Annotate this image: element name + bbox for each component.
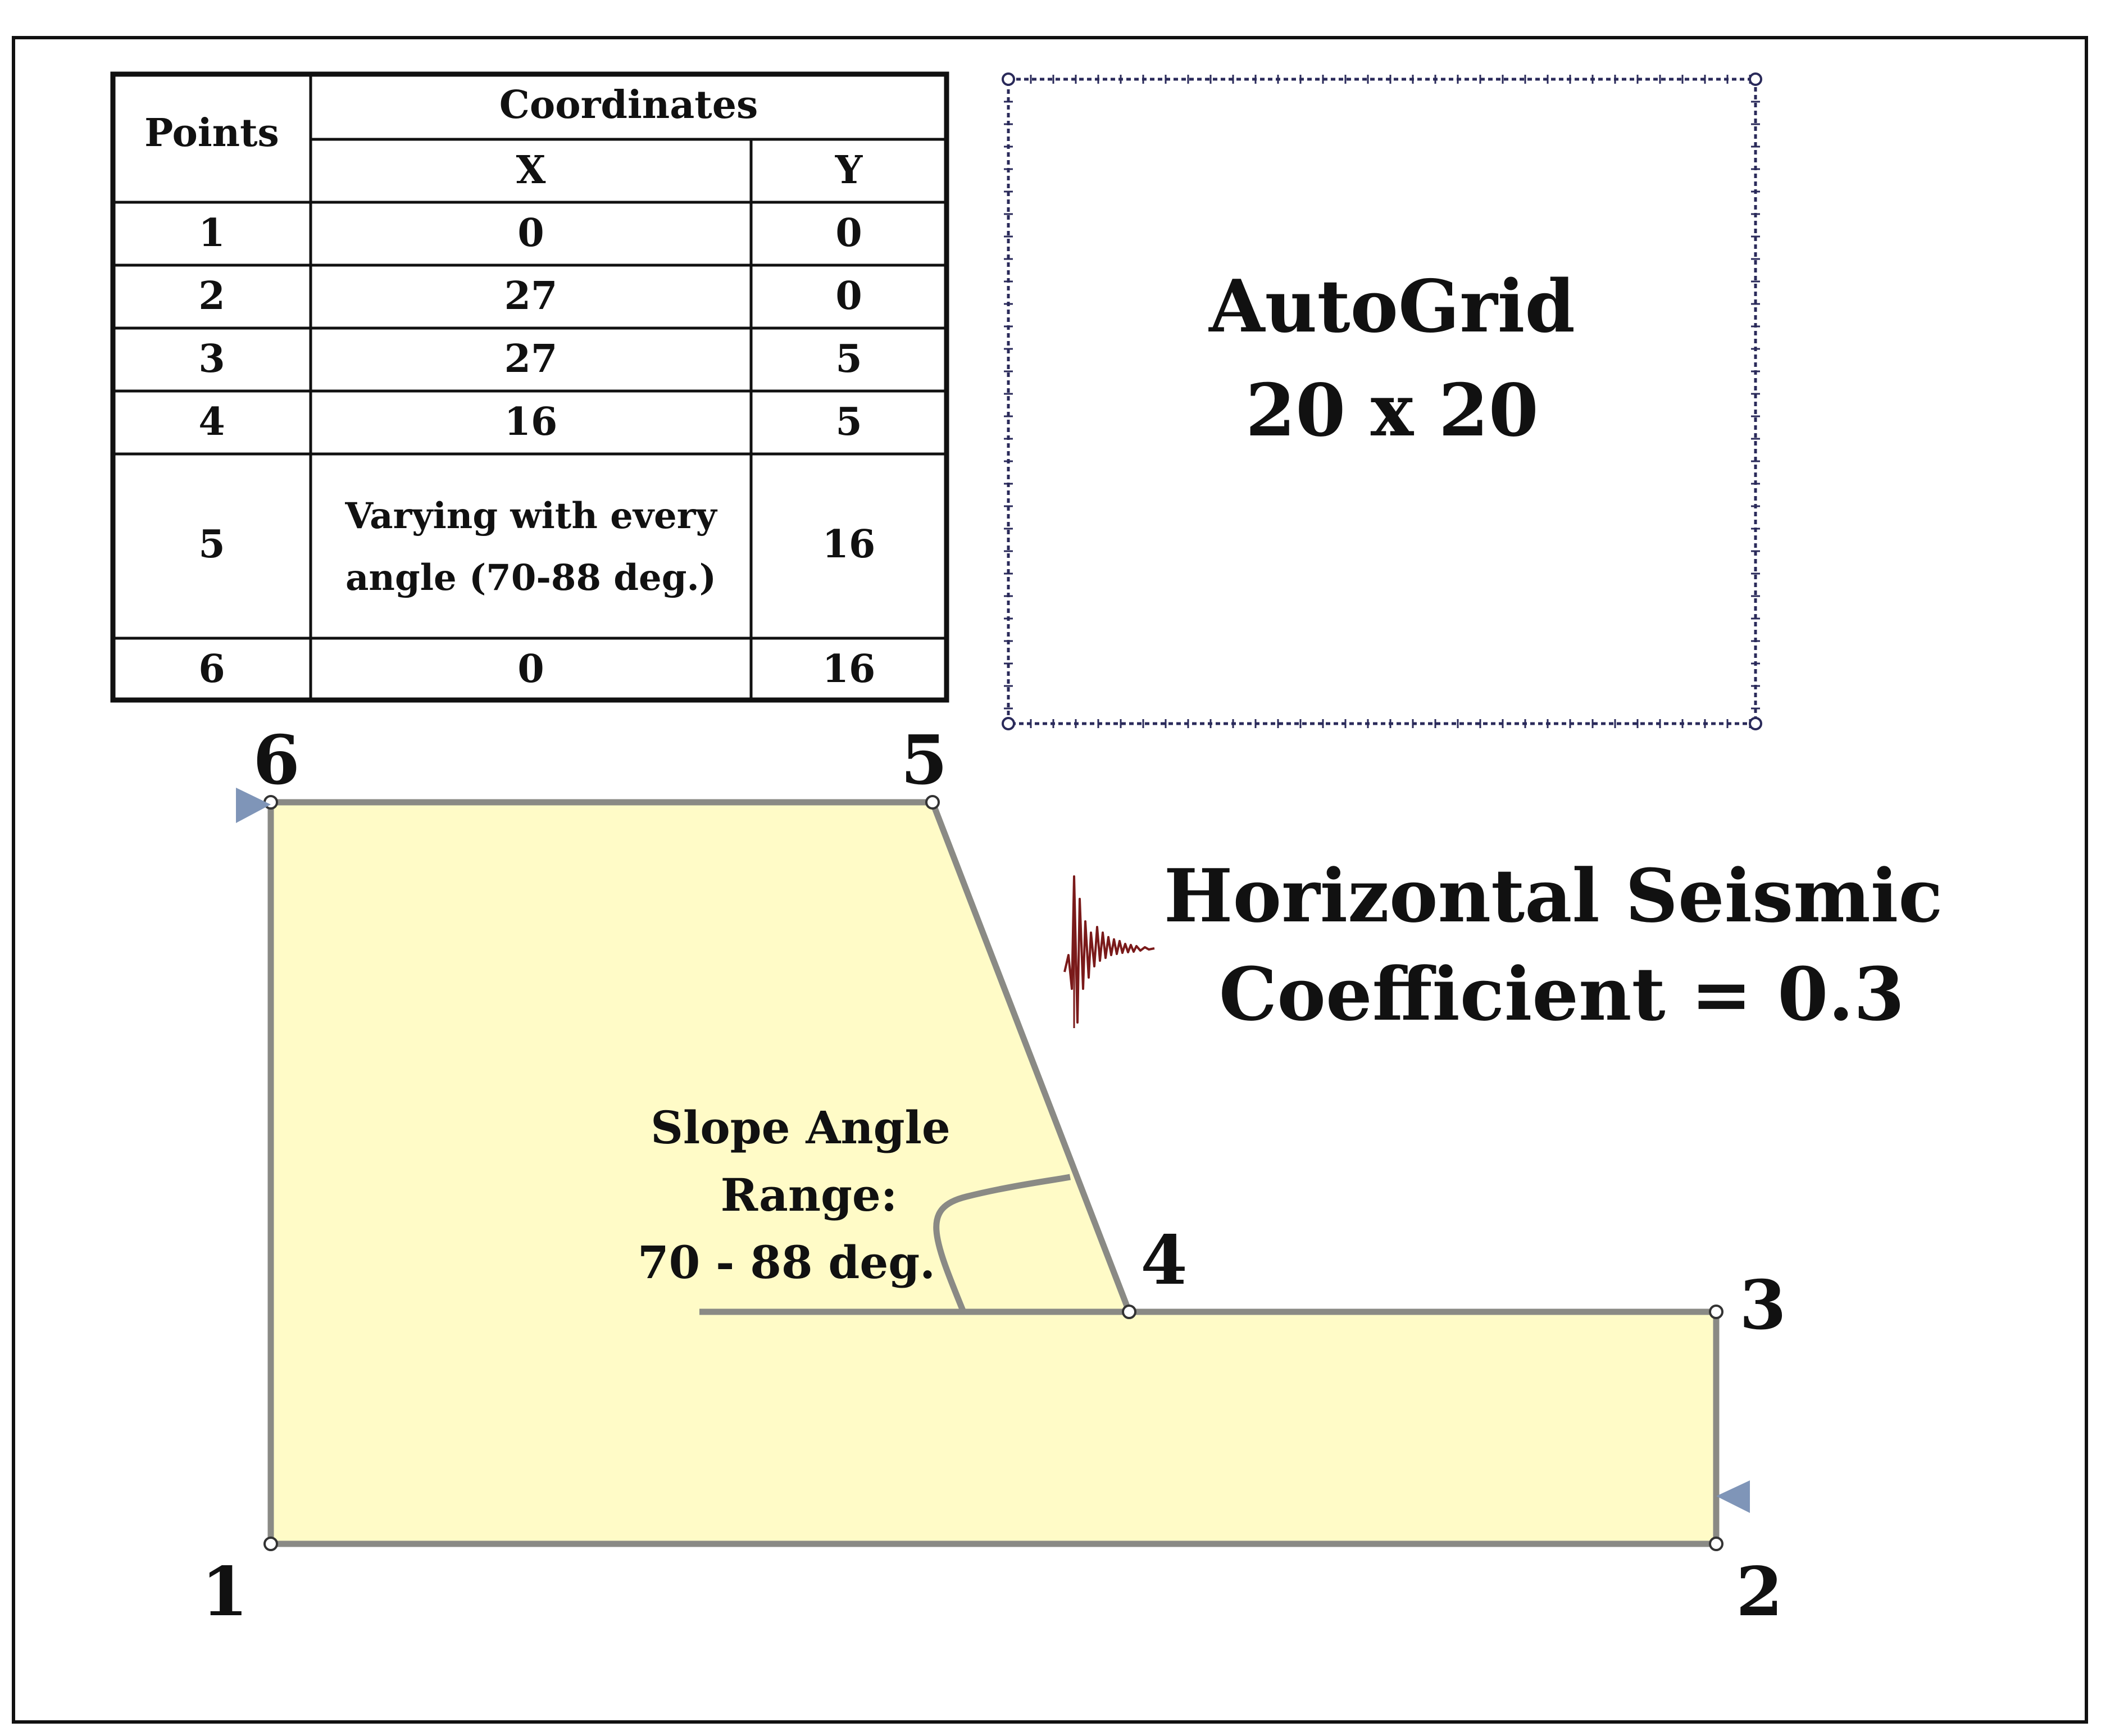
autogrid-title: AutoGrid (1209, 265, 1575, 349)
point-label-4: 4 (1140, 1221, 1188, 1300)
table-cell-x: 0 (517, 211, 544, 256)
header-y: Y (835, 148, 863, 193)
table-cell-x: 16 (504, 399, 558, 444)
autogrid-size: 20 x 20 (1245, 369, 1539, 453)
point-label-6: 6 (253, 721, 300, 800)
table-cell-y: 16 (822, 522, 876, 567)
table-cell-point: 2 (198, 274, 225, 319)
table-cell-point: 5 (198, 522, 225, 567)
table-cell-point: 1 (198, 211, 225, 256)
header-points: Points (144, 111, 279, 156)
autogrid-corner-node (1750, 718, 1761, 729)
autogrid-corner-node (1750, 74, 1761, 85)
table-cell-x-line2: angle (70-88 deg.) (345, 557, 717, 599)
header-x: X (516, 148, 546, 193)
autogrid-corner-node (1003, 718, 1014, 729)
table-cell-y: 0 (835, 274, 862, 319)
table-cell-y: 0 (835, 211, 862, 256)
table-cell-x: 27 (504, 337, 558, 381)
autogrid-corner-node (1003, 74, 1014, 85)
table-cell-y: 16 (822, 647, 876, 692)
node-point-2 (1710, 1538, 1722, 1550)
table-cell-point: 3 (198, 337, 225, 381)
point-label-2: 2 (1736, 1552, 1783, 1632)
table-cell-y: 5 (835, 399, 862, 444)
slope-angle-label-line2: Range: (720, 1169, 898, 1221)
seismic-label-line2: Coefficient = 0.3 (1218, 951, 1905, 1037)
table-cell-x: 0 (517, 647, 544, 692)
table-cell-x-line1: Varying with every (345, 495, 717, 537)
coordinates-table (113, 74, 947, 700)
node-point-3 (1710, 1306, 1722, 1318)
seismic-label-line1: Horizontal Seismic (1163, 853, 1943, 939)
node-point-1 (265, 1538, 277, 1550)
table-cell-point: 4 (198, 399, 225, 444)
slope-angle-label-line3: 70 - 88 deg. (637, 1236, 936, 1289)
table-cell-point: 6 (198, 647, 225, 692)
point-label-1: 1 (201, 1552, 248, 1632)
header-coordinates: Coordinates (499, 83, 758, 128)
table-cell-x: 27 (504, 274, 558, 319)
node-point-4 (1123, 1306, 1135, 1318)
point-label-5: 5 (901, 721, 948, 800)
table-cell-y: 5 (835, 337, 862, 381)
point-label-3: 3 (1739, 1266, 1786, 1345)
slope-angle-label-line1: Slope Angle (651, 1101, 951, 1154)
